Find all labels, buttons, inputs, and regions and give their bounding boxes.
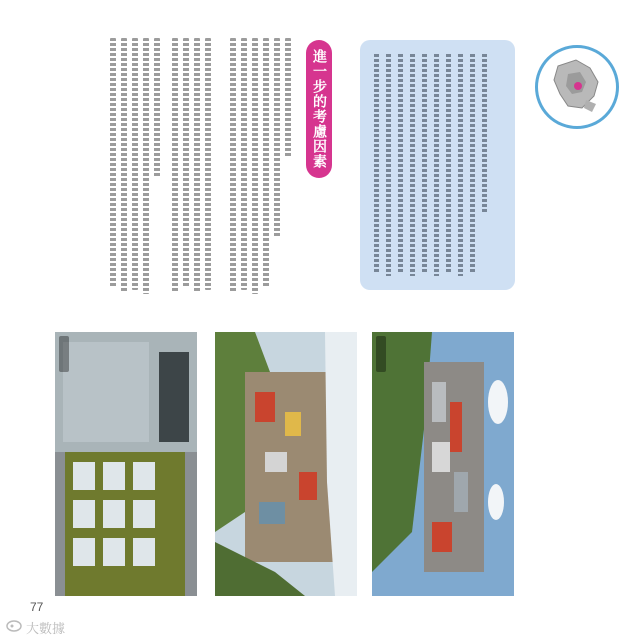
watermark-logo-icon (6, 620, 22, 636)
callout-text-line (446, 54, 451, 274)
callout-text-line (398, 54, 403, 274)
body-text-line (252, 38, 258, 294)
body-text-line (183, 38, 189, 288)
body-text-line (132, 38, 138, 290)
body-text-line (154, 38, 160, 178)
section-heading-banner (306, 40, 332, 178)
body-text-line (143, 38, 149, 294)
body-text-line (110, 38, 116, 288)
map-graphic (538, 48, 616, 126)
body-text-line (230, 38, 236, 293)
callout-text-line (458, 54, 463, 276)
photo-caption-tag (376, 336, 386, 372)
section-heading: 進一步的考慮因素 (311, 49, 327, 169)
body-text-line (241, 38, 247, 290)
body-text-line (274, 38, 280, 238)
body-text-line (263, 38, 269, 288)
callout-text-line (422, 54, 427, 274)
callout-text-line (374, 54, 379, 274)
callout-text-line (434, 54, 439, 276)
body-text-line (285, 38, 291, 158)
callout-box (360, 40, 515, 290)
page-number: 77 (30, 600, 44, 614)
callout-text-line (410, 54, 415, 276)
body-text-line (172, 38, 178, 293)
callout-text-line (470, 54, 475, 274)
body-text-line (194, 38, 200, 292)
body-text-line (121, 38, 127, 293)
hong-kong-map-icon (535, 45, 619, 129)
body-text-line (205, 38, 211, 290)
callout-text-line (386, 54, 391, 276)
building-facade-photo (55, 332, 197, 596)
watermark-text: 大數據 (26, 622, 66, 637)
valley-village-photo (215, 332, 357, 596)
photo-caption-tag (59, 336, 69, 372)
city-skyline-photo (372, 332, 514, 596)
watermark (6, 618, 65, 637)
callout-text-line (482, 54, 487, 214)
